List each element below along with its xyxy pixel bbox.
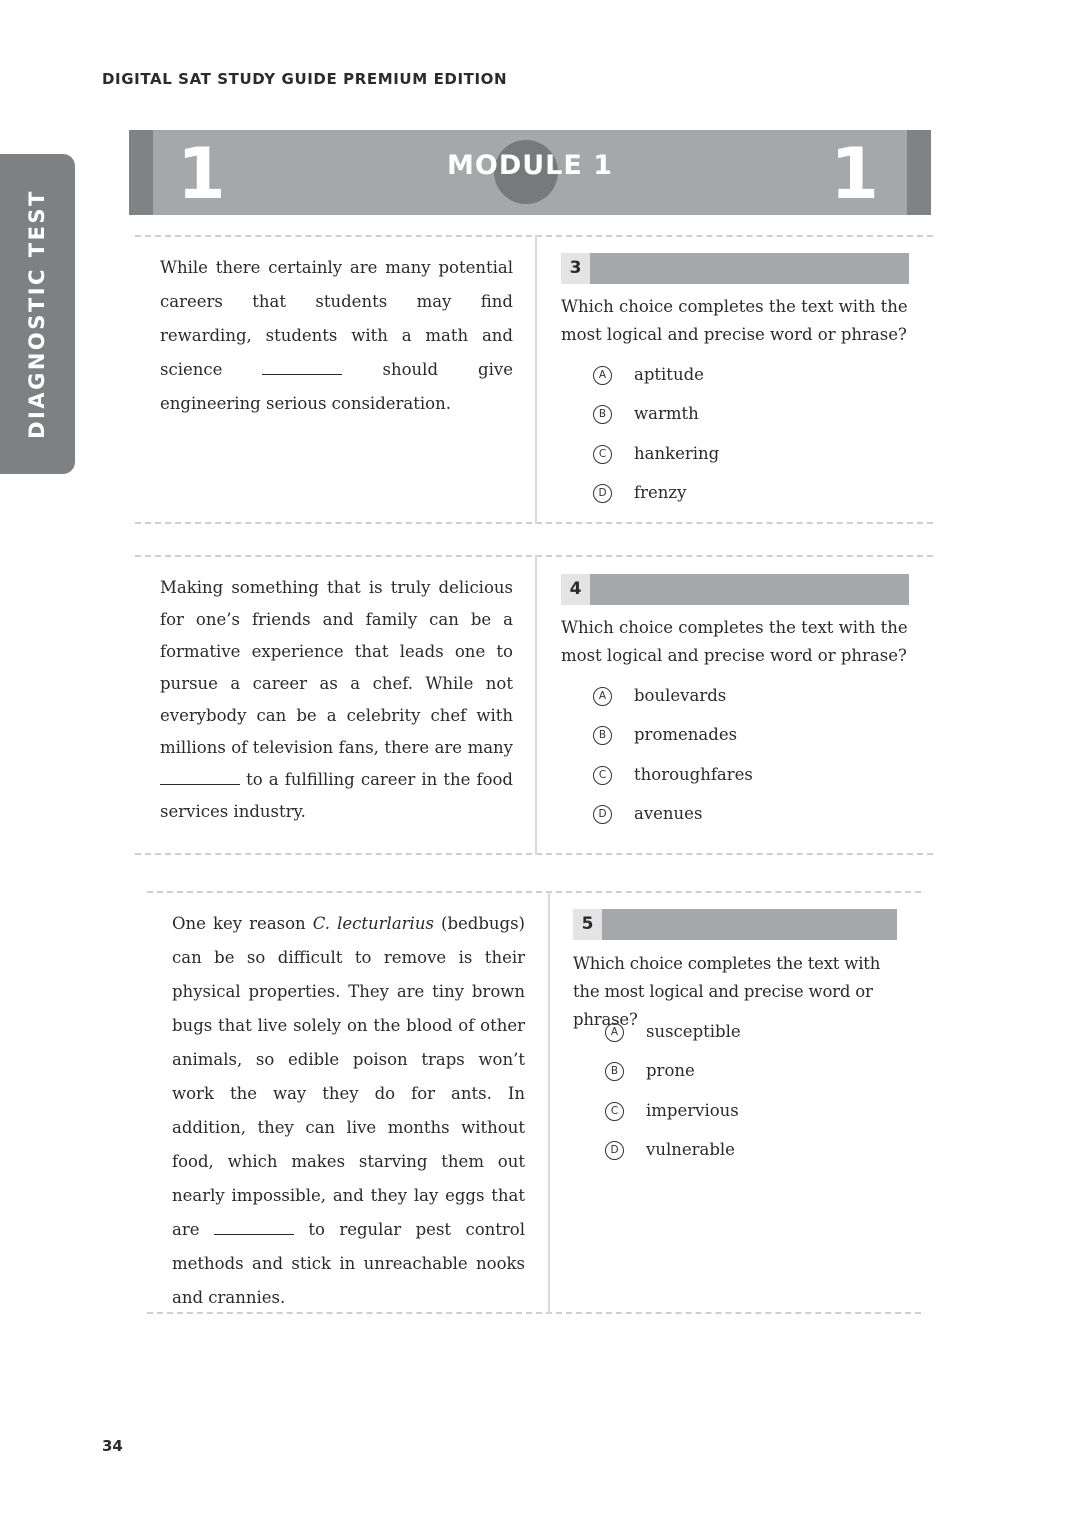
choice-letter-icon: B xyxy=(605,1062,624,1081)
question-number: 4 xyxy=(561,574,590,605)
choice-letter-icon: D xyxy=(605,1141,624,1160)
divider-dashed xyxy=(135,522,933,524)
divider-dashed xyxy=(147,891,921,893)
module-banner xyxy=(129,130,931,215)
banner-number-right: 1 xyxy=(830,133,879,215)
choice-letter-icon: D xyxy=(593,484,612,503)
choice-letter-icon: B xyxy=(593,726,612,745)
divider-dashed xyxy=(135,853,933,855)
question-prompt: Which choice completes the text with the most logical and precise word or phrase? xyxy=(561,297,908,344)
running-head: DIGITAL SAT STUDY GUIDE PREMIUM EDITION xyxy=(102,70,508,88)
passage xyxy=(160,251,513,421)
choice-text: aptitude xyxy=(634,365,704,384)
question-number-bar xyxy=(561,253,909,284)
passage-text: While there certainly are many potential careers that students may find rewarding, students with a math and science xyxy=(160,258,513,379)
question-block-4 xyxy=(135,555,933,855)
passage-text: to regular pest control methods and stick in unreachable nooks and crannies. xyxy=(172,1220,526,1307)
passage-species-name: C. lecturlarius xyxy=(312,914,434,933)
choice-letter-icon: A xyxy=(605,1023,624,1042)
column-divider xyxy=(548,891,550,1314)
banner-number-left: 1 xyxy=(177,133,226,215)
choice-letter-icon: C xyxy=(593,445,612,464)
passage xyxy=(160,572,513,828)
choice-text: impervious xyxy=(646,1101,739,1120)
question-number-bar xyxy=(561,574,909,605)
choice-text: warmth xyxy=(634,404,699,423)
passage-text: to a fulfilling career in the food services industry. xyxy=(160,770,513,821)
passage xyxy=(172,907,525,1315)
question-block-5 xyxy=(147,891,921,1314)
choice-letter-icon: B xyxy=(593,405,612,424)
question-number: 3 xyxy=(561,253,590,284)
column-divider xyxy=(535,555,537,855)
choice-letter-icon: D xyxy=(593,805,612,824)
banner-title: MODULE 1 xyxy=(447,150,613,181)
choice-text: avenues xyxy=(634,804,703,823)
choice-letter-icon: C xyxy=(605,1102,624,1121)
question-prompt: Which choice completes the text with the most logical and precise word or phrase? xyxy=(573,954,881,1029)
choice-text: susceptible xyxy=(646,1022,741,1041)
choice-text: prone xyxy=(646,1061,695,1080)
question-block-3 xyxy=(135,235,933,524)
choice-text: boulevards xyxy=(634,686,727,705)
question-prompt: Which choice completes the text with the most logical and precise word or phrase? xyxy=(561,618,908,665)
choice-text: thoroughfares xyxy=(634,765,753,784)
choice-text: hankering xyxy=(634,444,720,463)
choice-text: frenzy xyxy=(634,483,687,502)
answer-blank xyxy=(262,373,342,375)
page-number: 34 xyxy=(102,1437,123,1455)
passage-text: (bedbugs) can be so difficult to remove is their physical properties. They are tiny brown bugs that live solely on the blood of other animals, so edible poison traps won’t work the way they do for ants. In addition, they can live months without food, which makes starving them out nearly impossible, and they lay eggs that are xyxy=(172,914,525,1239)
column-divider xyxy=(535,235,537,524)
choice-letter-icon: A xyxy=(593,687,612,706)
passage-text: One key reason xyxy=(172,914,313,933)
question-number: 5 xyxy=(573,909,602,940)
choice-letter-icon: A xyxy=(593,366,612,385)
choice-text: vulnerable xyxy=(646,1140,735,1159)
divider-dashed xyxy=(135,235,933,237)
answer-blank xyxy=(160,783,240,785)
passage-text: should give engineering serious consideration. xyxy=(160,360,513,413)
passage-text: Making something that is truly delicious for one’s friends and family can be a formative experience that leads one to pursue a career as a chef. While not everybody can be a celebrity chef with millions of television fans, there are many xyxy=(160,578,513,757)
side-tab-label: DIAGNOSTIC TEST xyxy=(25,189,49,439)
choice-letter-icon: C xyxy=(593,766,612,785)
divider-dashed xyxy=(135,555,933,557)
question-number-bar xyxy=(573,909,897,940)
choice-text: promenades xyxy=(634,725,738,744)
answer-blank xyxy=(214,1233,294,1235)
